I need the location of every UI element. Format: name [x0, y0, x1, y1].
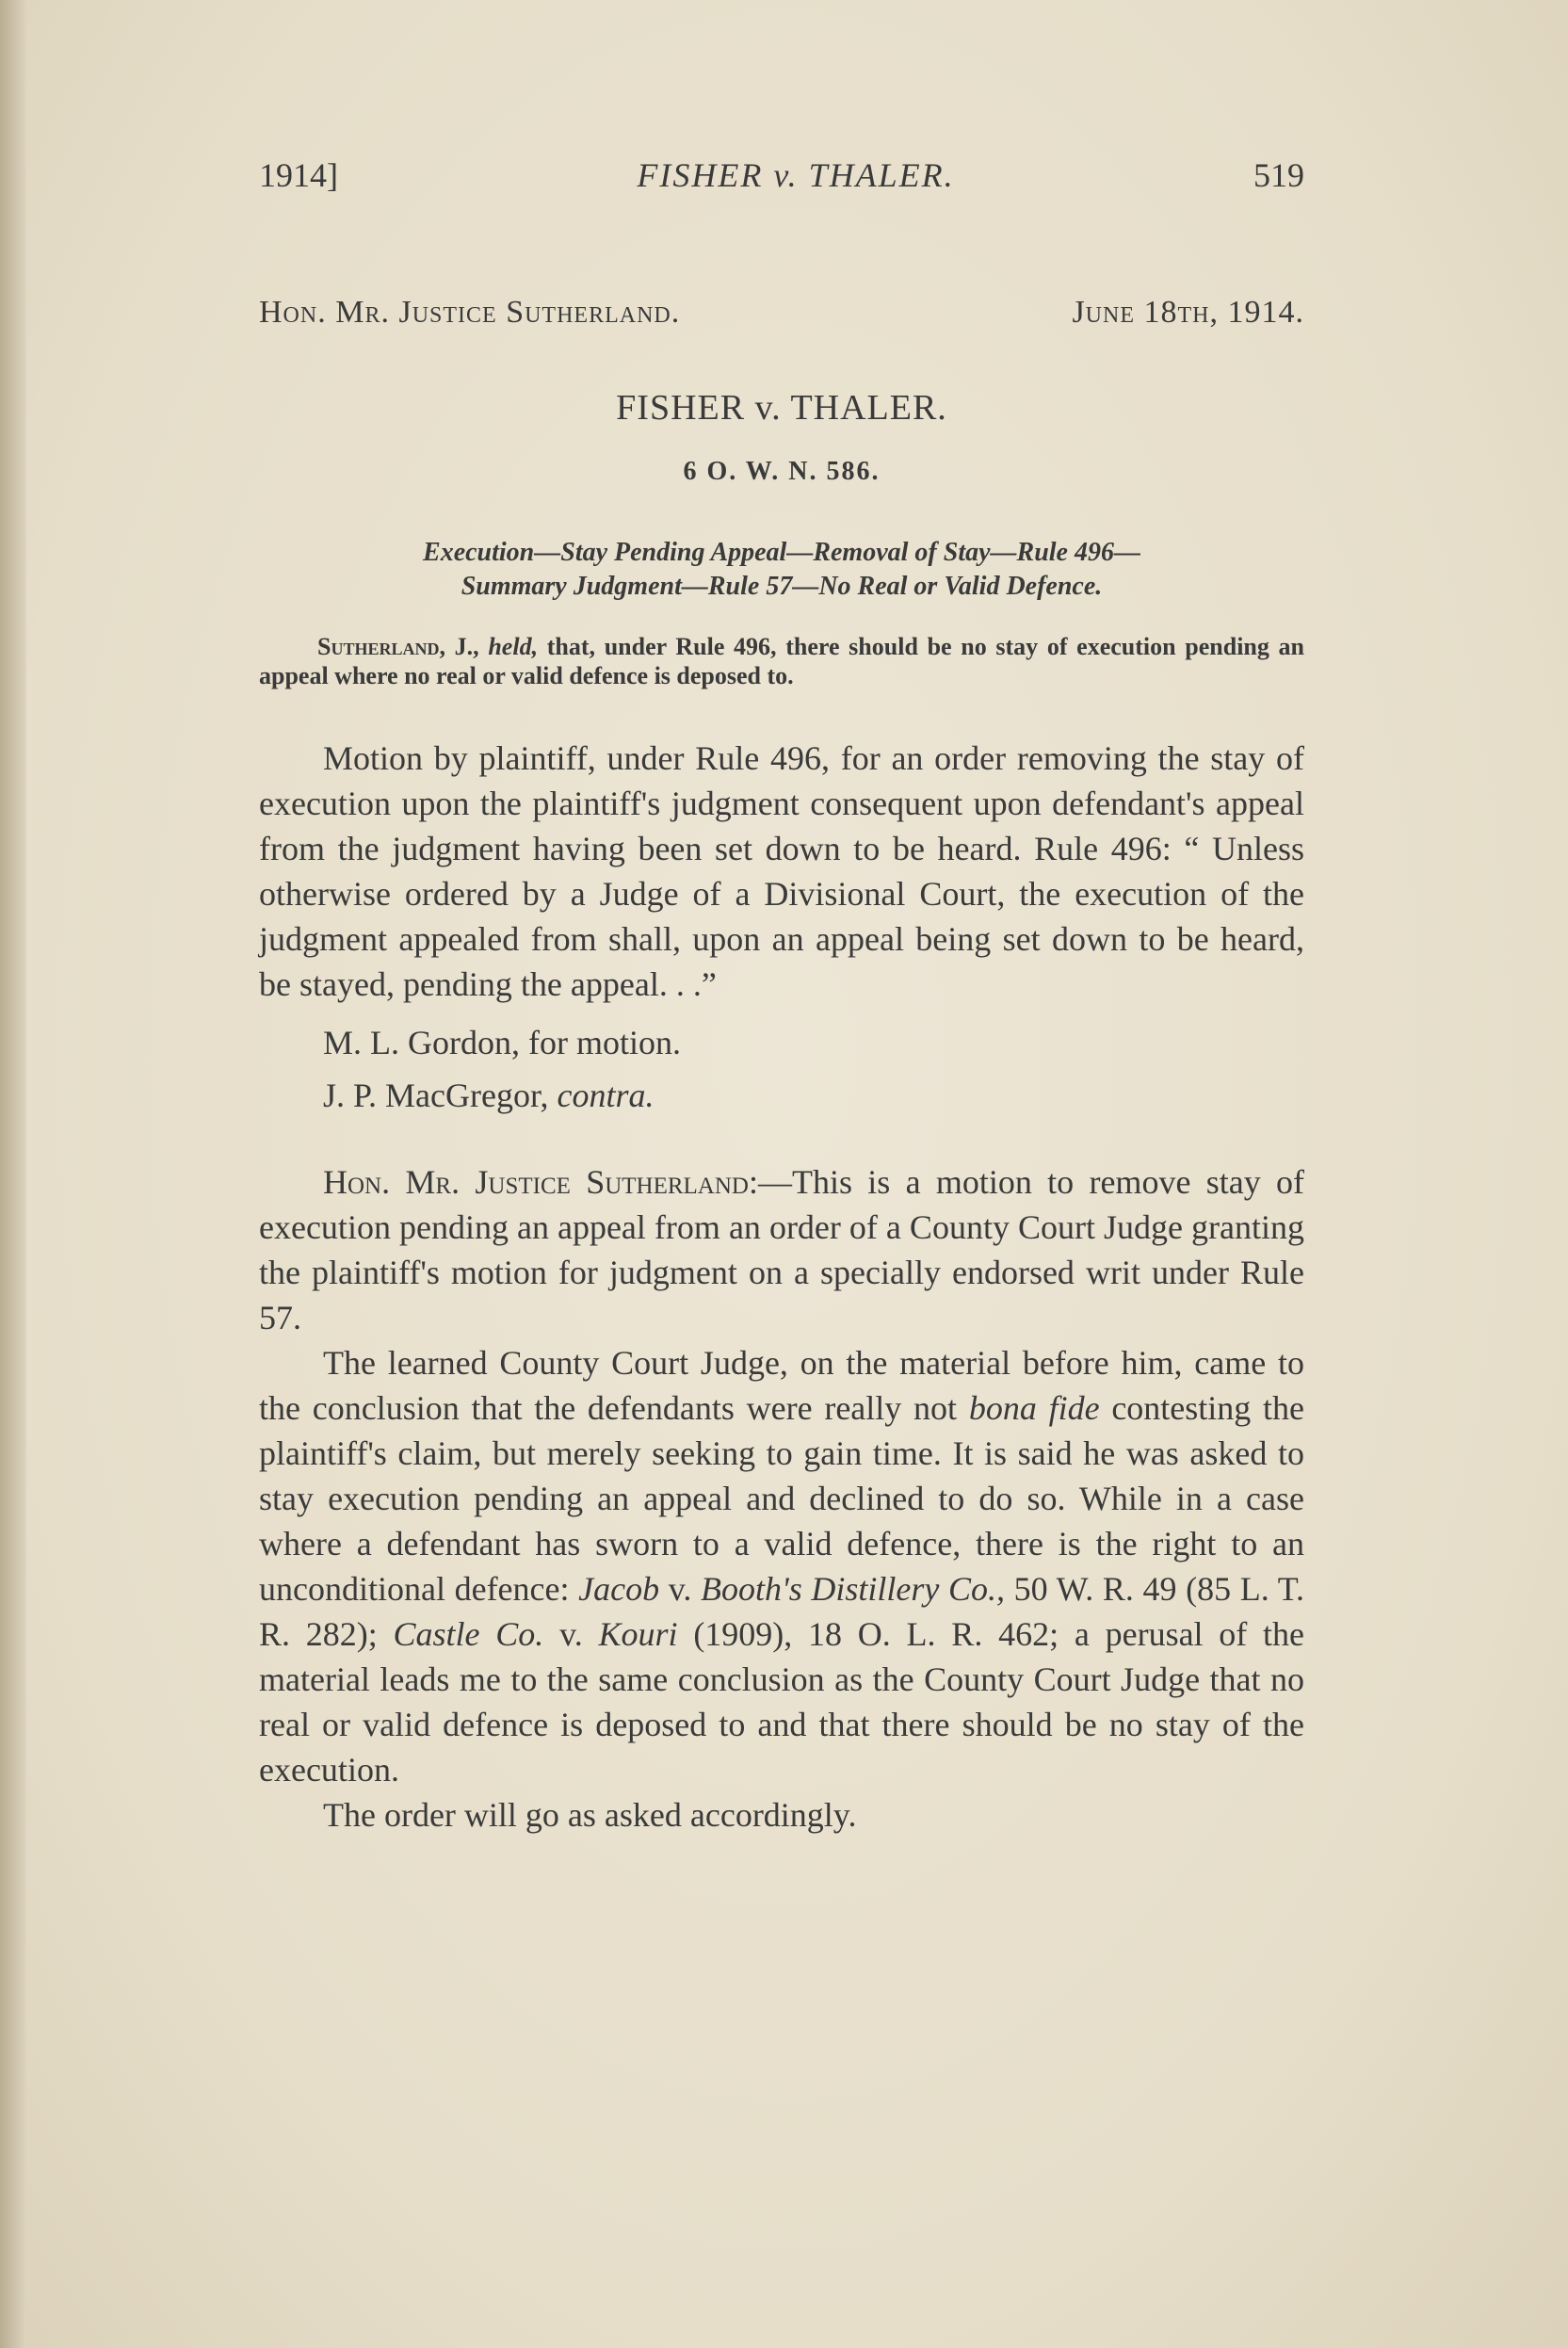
case2-v: v.	[559, 1615, 583, 1653]
holding-judge: Sutherland, J.,	[317, 633, 479, 660]
case1-name: Jacob	[578, 1570, 660, 1608]
text-column	[259, 155, 1304, 1838]
case2-cite: (1909), 18 O. L. R. 462;	[693, 1615, 1059, 1653]
opinion-para1-text: —This is a motion to remove stay of execution pending an appeal from an order of a County Court Judge granting the plaintiff's motion for judgment on a specially endorsed writ under Rule 57.	[259, 1163, 1304, 1336]
case1-v: v.	[668, 1570, 692, 1608]
decision-date: June 18th, 1914.	[1072, 295, 1304, 330]
opinion-paragraph-1	[259, 1159, 1304, 1340]
judge-name: Hon. Mr. Justice Sutherland.	[259, 295, 681, 330]
headnote-holding	[259, 632, 1304, 690]
counsel-contra	[259, 1069, 1304, 1122]
counsel-contra-name: J. P. MacGregor,	[323, 1077, 549, 1114]
running-head	[259, 155, 1304, 212]
book-spine-shadow	[0, 0, 26, 2348]
counsel-section	[259, 1016, 1304, 1122]
motion-section	[259, 736, 1304, 1007]
running-head-year: 1914]	[259, 156, 338, 194]
holding-text: that, under Rule 496, there should be no stay of execution pending an appeal where no real or valid defence is deposed to.	[259, 633, 1305, 689]
case-title: FISHER v. THALER.	[616, 388, 947, 428]
para2-part-b: contesting the plaintiff's claim, but merely seeking to gain time. It is said he was asked to stay execution pending an appeal and declined to do so. While in a case where a defendant has sworn to a valid defence, there is the right to an unconditional defence:	[259, 1389, 1305, 1608]
holding-held: held,	[488, 633, 539, 660]
judge-date-line	[259, 295, 1304, 331]
bona-fide: bona fide	[968, 1389, 1100, 1427]
running-head-title: FISHER v. THALER.	[637, 156, 955, 194]
para2-part-a: The learned County Court Judge, on the material before him, came to the conclusion that the defendants were really not	[259, 1344, 1304, 1427]
case1-cite: 50 W. R. 49 (85 L. T. R. 282);	[259, 1570, 1305, 1653]
counsel-for-motion: M. L. Gordon, for motion.	[323, 1024, 681, 1061]
case1-name2: Booth's Distillery Co.,	[701, 1570, 1005, 1608]
page-number: 519	[1253, 156, 1304, 194]
opinion-paragraph-3: The order will go as asked accordingly.	[323, 1796, 857, 1834]
counsel-contra-word: contra.	[557, 1077, 655, 1114]
headnote-topic	[259, 536, 1304, 604]
headnote-topic-line-2: Summary Judgment—Rule 57—No Real or Valid Defence.	[461, 572, 1103, 601]
motion-paragraph: Motion by plaintiff, under Rule 496, for an order removing the stay of execution upon the plaintiff's judgment consequent upon defendant's appeal from the judgment having been set down to be heard. Rule 496: “ Unless otherwise ordered by a Judge of a Divisional Court, the execution of the judgment appealed from shall, upon an appeal being set down to be heard, be stayed, pending the appeal. . .”	[259, 739, 1304, 1003]
citation: 6 O. W. N. 586.	[683, 457, 881, 486]
case2-name2: Kouri	[598, 1615, 678, 1653]
opinion-paragraph-2	[259, 1340, 1304, 1792]
opinion-section	[259, 1159, 1304, 1838]
para2-part-c: a perusal of the material leads me to the same conclusion as the County Court Judge that no real or valid defence is deposed to and that there should be no stay of the execution.	[259, 1615, 1305, 1789]
opinion-judge: Hon. Mr. Justice Sutherland:	[323, 1163, 758, 1201]
headnote-topic-line-1: Execution—Stay Pending Appeal—Removal of Stay—Rule 496—	[423, 538, 1140, 567]
case2-name: Castle Co.	[393, 1615, 544, 1653]
